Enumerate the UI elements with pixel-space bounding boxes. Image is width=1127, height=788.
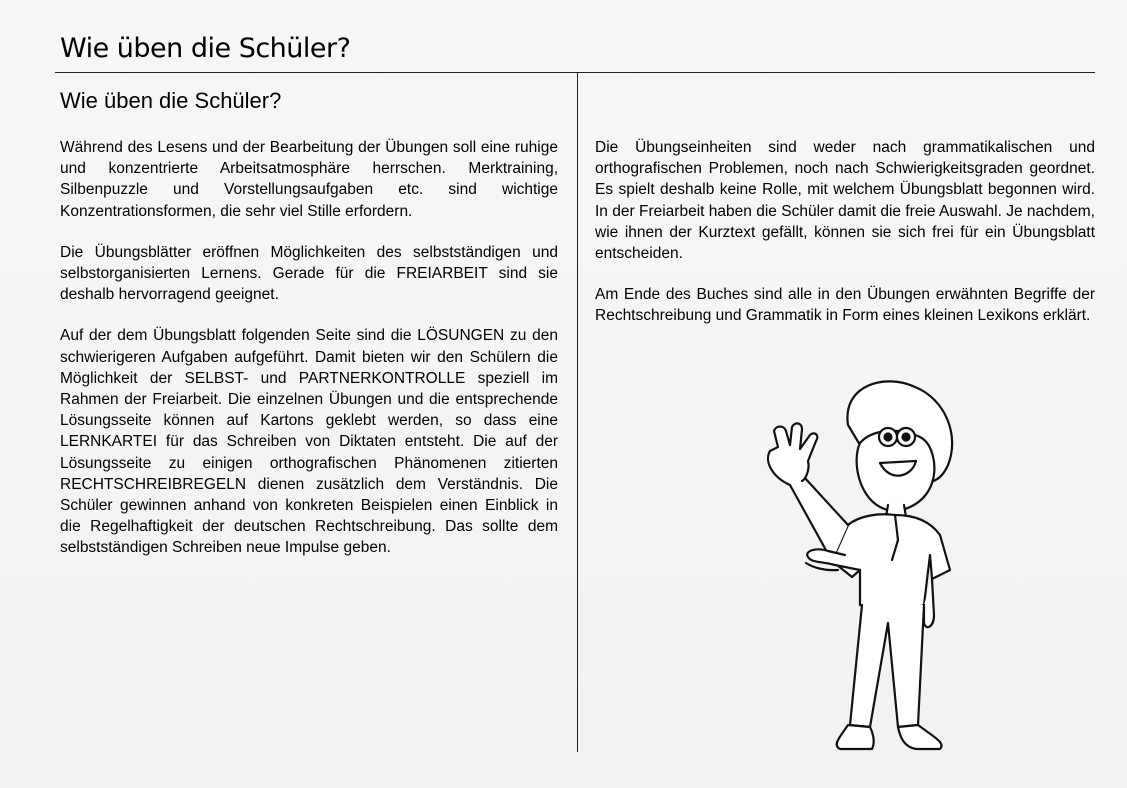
waving-boy-illustration bbox=[720, 365, 960, 765]
paragraph: Die Übungsblätter eröffnen Möglichkeiten des selbstständigen und selbstorganisierten Lernens. Gerade für die FREIARBEIT sind sie deshalb hervorragend geeignet. bbox=[60, 243, 558, 304]
left-text-column bbox=[60, 137, 558, 579]
section-heading: Wie üben die Schüler? bbox=[60, 88, 282, 113]
right-text-column bbox=[595, 137, 1095, 347]
handwritten-page-title: Wie üben die Schüler? bbox=[60, 33, 351, 64]
paragraph: Die Übungseinheiten sind weder nach grammatikalischen und orthografischen Problemen, noch nach Schwierigkeitsgraden geordnet. Es spielt deshalb keine Rolle, mit welchem Übungsblatt begonnen wird. In der Freiarbeit haben die Schüler damit die freie Auswahl. Je nachdem, wie ihnen der Kurztext gefällt, können sie sich frei für ein Übungsblatt entscheiden. bbox=[595, 139, 1095, 263]
paragraph: Am Ende des Buches sind alle in den Übungen erwähnten Begriffe der Rechtschreibung und Grammatik in Form eines kleinen Lexikons erklärt. bbox=[595, 286, 1095, 325]
title-divider bbox=[55, 72, 1095, 73]
paragraph: Auf der dem Übungsblatt folgenden Seite sind die LÖSUNGEN zu den schwierigeren Aufgaben aufgeführt. Damit bieten wir den Schülern die Möglichkeit der SELBST- und PARTNERKONTROLLE speziell im Rahmen der Freiarbeit. Die einzelnen Übungen und die entsprechende Lösungsseite können auf Kartons geklebt werden, so dass eine LERNKARTEI für das Schreiben von Diktaten entsteht. Die auf der Lösungsseite zu einigen orthografischen Phänomenen zitierten RECHTSCHREIBREGELN dienen zusätzlich dem Verständnis. Die Schüler gewinnen anhand von konkreten Beispielen einen Einblick in die Regelhaftigkeit der deutschen Rechtschreibung. Das sollte dem selbstständigen Schreiben neue Impulse geben. bbox=[60, 327, 558, 557]
paragraph: Während des Lesens und der Bearbeitung der Übungen soll eine ruhige und konzentrierte Arbeitsatmosphäre herrschen. Merktraining, Silbenpuzzle und Vorstellungsaufgaben etc. sind wichtige Konzentrationsformen, die sehr viel Stille erfordern. bbox=[60, 139, 558, 220]
column-divider bbox=[577, 72, 578, 752]
